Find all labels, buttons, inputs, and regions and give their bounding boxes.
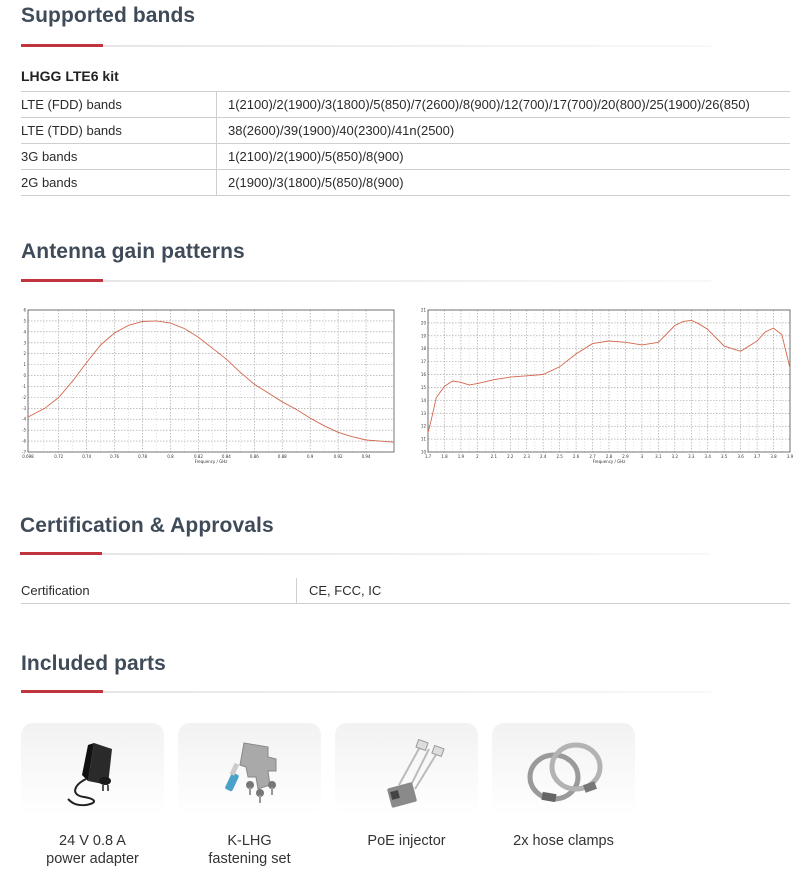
y-tick-label: 18 xyxy=(420,346,426,352)
x-tick-label: 2.2 xyxy=(507,454,514,459)
x-tick-label: 2.3 xyxy=(523,454,530,459)
y-tick-label: -4 xyxy=(22,416,26,422)
row-value: 1(2100)/2(1900)/3(1800)/5(850)/7(2600)/8(900)/12(700)/17(700)/20(800)/25(1900)/26(850) xyxy=(217,92,791,118)
x-tick-label: 1.7 xyxy=(424,454,432,459)
row-label: LTE (FDD) bands xyxy=(21,92,217,118)
row-value: 2(1900)/3(1800)/5(850)/8(900) xyxy=(217,170,791,196)
y-tick-label: 0 xyxy=(23,373,26,379)
y-tick-label: 5 xyxy=(23,318,26,324)
part-hose-clamps[interactable] xyxy=(492,723,635,850)
x-axis-label: Frequency / GHz xyxy=(194,459,228,464)
y-tick-label: 20 xyxy=(420,320,426,326)
bands-table xyxy=(21,91,790,196)
x-tick-label: 3.9 xyxy=(786,454,794,459)
row-value: 38(2600)/39(1900)/40(2300)/41n(2500) xyxy=(217,118,791,144)
y-tick-label: 3 xyxy=(23,340,26,346)
table-row xyxy=(21,144,790,170)
y-tick-label: -3 xyxy=(22,405,26,411)
x-tick-label: 3 xyxy=(640,454,644,459)
part-tile xyxy=(21,723,164,815)
x-tick-label: 1.8 xyxy=(441,454,448,459)
x-tick-label: 2 xyxy=(476,454,479,459)
x-tick-label: 2.8 xyxy=(605,454,613,459)
plot-area xyxy=(22,308,394,465)
x-tick-label: 0.84 xyxy=(221,454,231,459)
part-label: 24 V 0.8 A power adapter xyxy=(46,833,139,867)
x-tick-label: 0.76 xyxy=(110,454,120,459)
x-tick-label: 2.4 xyxy=(539,454,547,459)
row-label: 3G bands xyxy=(21,144,217,170)
x-axis-label: Frequency / GHz xyxy=(592,459,626,464)
y-tick-label: -2 xyxy=(22,394,26,400)
section-title-supported-bands: Supported bands xyxy=(21,4,196,27)
kit-title: LHGG LTE6 kit xyxy=(21,68,119,84)
certification-table xyxy=(21,578,790,604)
x-tick-label: 0.8 xyxy=(167,454,174,459)
y-tick-label: 4 xyxy=(23,329,26,335)
y-tick-label: 14 xyxy=(420,397,426,403)
plot-area xyxy=(421,308,794,465)
x-tick-label: 3.4 xyxy=(704,454,711,459)
row-label: Certification xyxy=(21,578,297,604)
part-label: K-LHG fastening set xyxy=(208,833,291,867)
part-tile xyxy=(492,723,635,815)
x-tick-label: 3.8 xyxy=(770,454,777,459)
y-tick-label: 11 xyxy=(420,436,426,442)
x-tick-label: 0.94 xyxy=(361,454,371,459)
y-tick-label: 13 xyxy=(420,410,426,416)
x-tick-label: 0.92 xyxy=(333,454,343,459)
part-fastening-set[interactable] xyxy=(178,723,321,868)
y-tick-label: -6 xyxy=(22,438,26,444)
fastening-set-icon xyxy=(200,723,300,815)
table-row xyxy=(21,92,790,118)
y-tick-label: -1 xyxy=(22,383,26,389)
x-tick-label: 3.5 xyxy=(720,454,728,459)
section-title-antenna-gain: Antenna gain patterns xyxy=(21,240,245,263)
y-tick-label: 1 xyxy=(23,362,26,368)
poe-injector-icon xyxy=(357,723,457,815)
part-tile xyxy=(335,723,478,815)
x-tick-label: 0.78 xyxy=(138,454,148,459)
row-label: LTE (TDD) bands xyxy=(21,118,217,144)
row-value: CE, FCC, IC xyxy=(297,578,791,604)
section-title-included-parts: Included parts xyxy=(21,652,166,675)
x-tick-label: 2.7 xyxy=(589,454,596,459)
x-tick-label: 3.6 xyxy=(737,454,744,459)
section-divider xyxy=(21,279,711,282)
x-tick-label: 0.9 xyxy=(306,454,314,459)
y-tick-label: -5 xyxy=(22,427,26,433)
plot-frame xyxy=(28,310,394,452)
y-tick-label: 15 xyxy=(420,384,426,390)
series-line xyxy=(28,321,394,442)
row-label: 2G bands xyxy=(21,170,217,196)
y-tick-label: 19 xyxy=(420,333,426,339)
x-tick-label: 2.1 xyxy=(490,454,498,459)
part-tile xyxy=(178,723,321,815)
x-tick-label: 2.6 xyxy=(572,454,580,459)
x-tick-label: 2.5 xyxy=(556,454,563,459)
section-divider xyxy=(21,44,711,47)
y-tick-label: 12 xyxy=(420,423,426,429)
x-tick-label: 3.2 xyxy=(671,454,679,459)
y-tick-label: 21 xyxy=(420,307,426,313)
table-row xyxy=(21,170,790,196)
part-label: PoE injector xyxy=(367,833,446,849)
section-divider xyxy=(21,690,711,693)
x-tick-label: 0.74 xyxy=(82,454,92,459)
x-tick-label: 3.7 xyxy=(753,454,761,459)
section-divider xyxy=(20,552,710,555)
y-tick-label: 2 xyxy=(23,351,26,357)
y-tick-label: 6 xyxy=(23,307,26,313)
y-tick-label: 10 xyxy=(420,449,426,455)
x-tick-label: 3.3 xyxy=(688,454,695,459)
y-tick-label: 16 xyxy=(420,372,426,378)
x-tick-label: 1.9 xyxy=(457,454,465,459)
table-row xyxy=(21,578,790,604)
table-row xyxy=(21,118,790,144)
part-power-adapter[interactable] xyxy=(21,723,164,868)
x-tick-label: 3.1 xyxy=(655,454,662,459)
gain-chart-high-band xyxy=(418,306,796,468)
x-tick-label: 0.72 xyxy=(54,454,64,459)
x-tick-label: 0.82 xyxy=(193,454,203,459)
y-tick-label: 17 xyxy=(420,359,426,365)
part-label: 2x hose clamps xyxy=(513,833,614,849)
gain-chart-low-band xyxy=(18,306,398,468)
power-adapter-icon xyxy=(48,723,138,815)
x-tick-label: 0.88 xyxy=(277,454,287,459)
hose-clamps-icon xyxy=(514,723,614,815)
part-poe-injector[interactable] xyxy=(335,723,478,850)
x-tick-label: 0.698 xyxy=(22,454,34,459)
section-title-certification: Certification & Approvals xyxy=(20,514,274,537)
row-value: 1(2100)/2(1900)/5(850)/8(900) xyxy=(217,144,791,170)
x-tick-label: 2.9 xyxy=(622,454,629,459)
y-tick-label: -7 xyxy=(22,449,26,455)
x-tick-label: 0.86 xyxy=(249,454,259,459)
